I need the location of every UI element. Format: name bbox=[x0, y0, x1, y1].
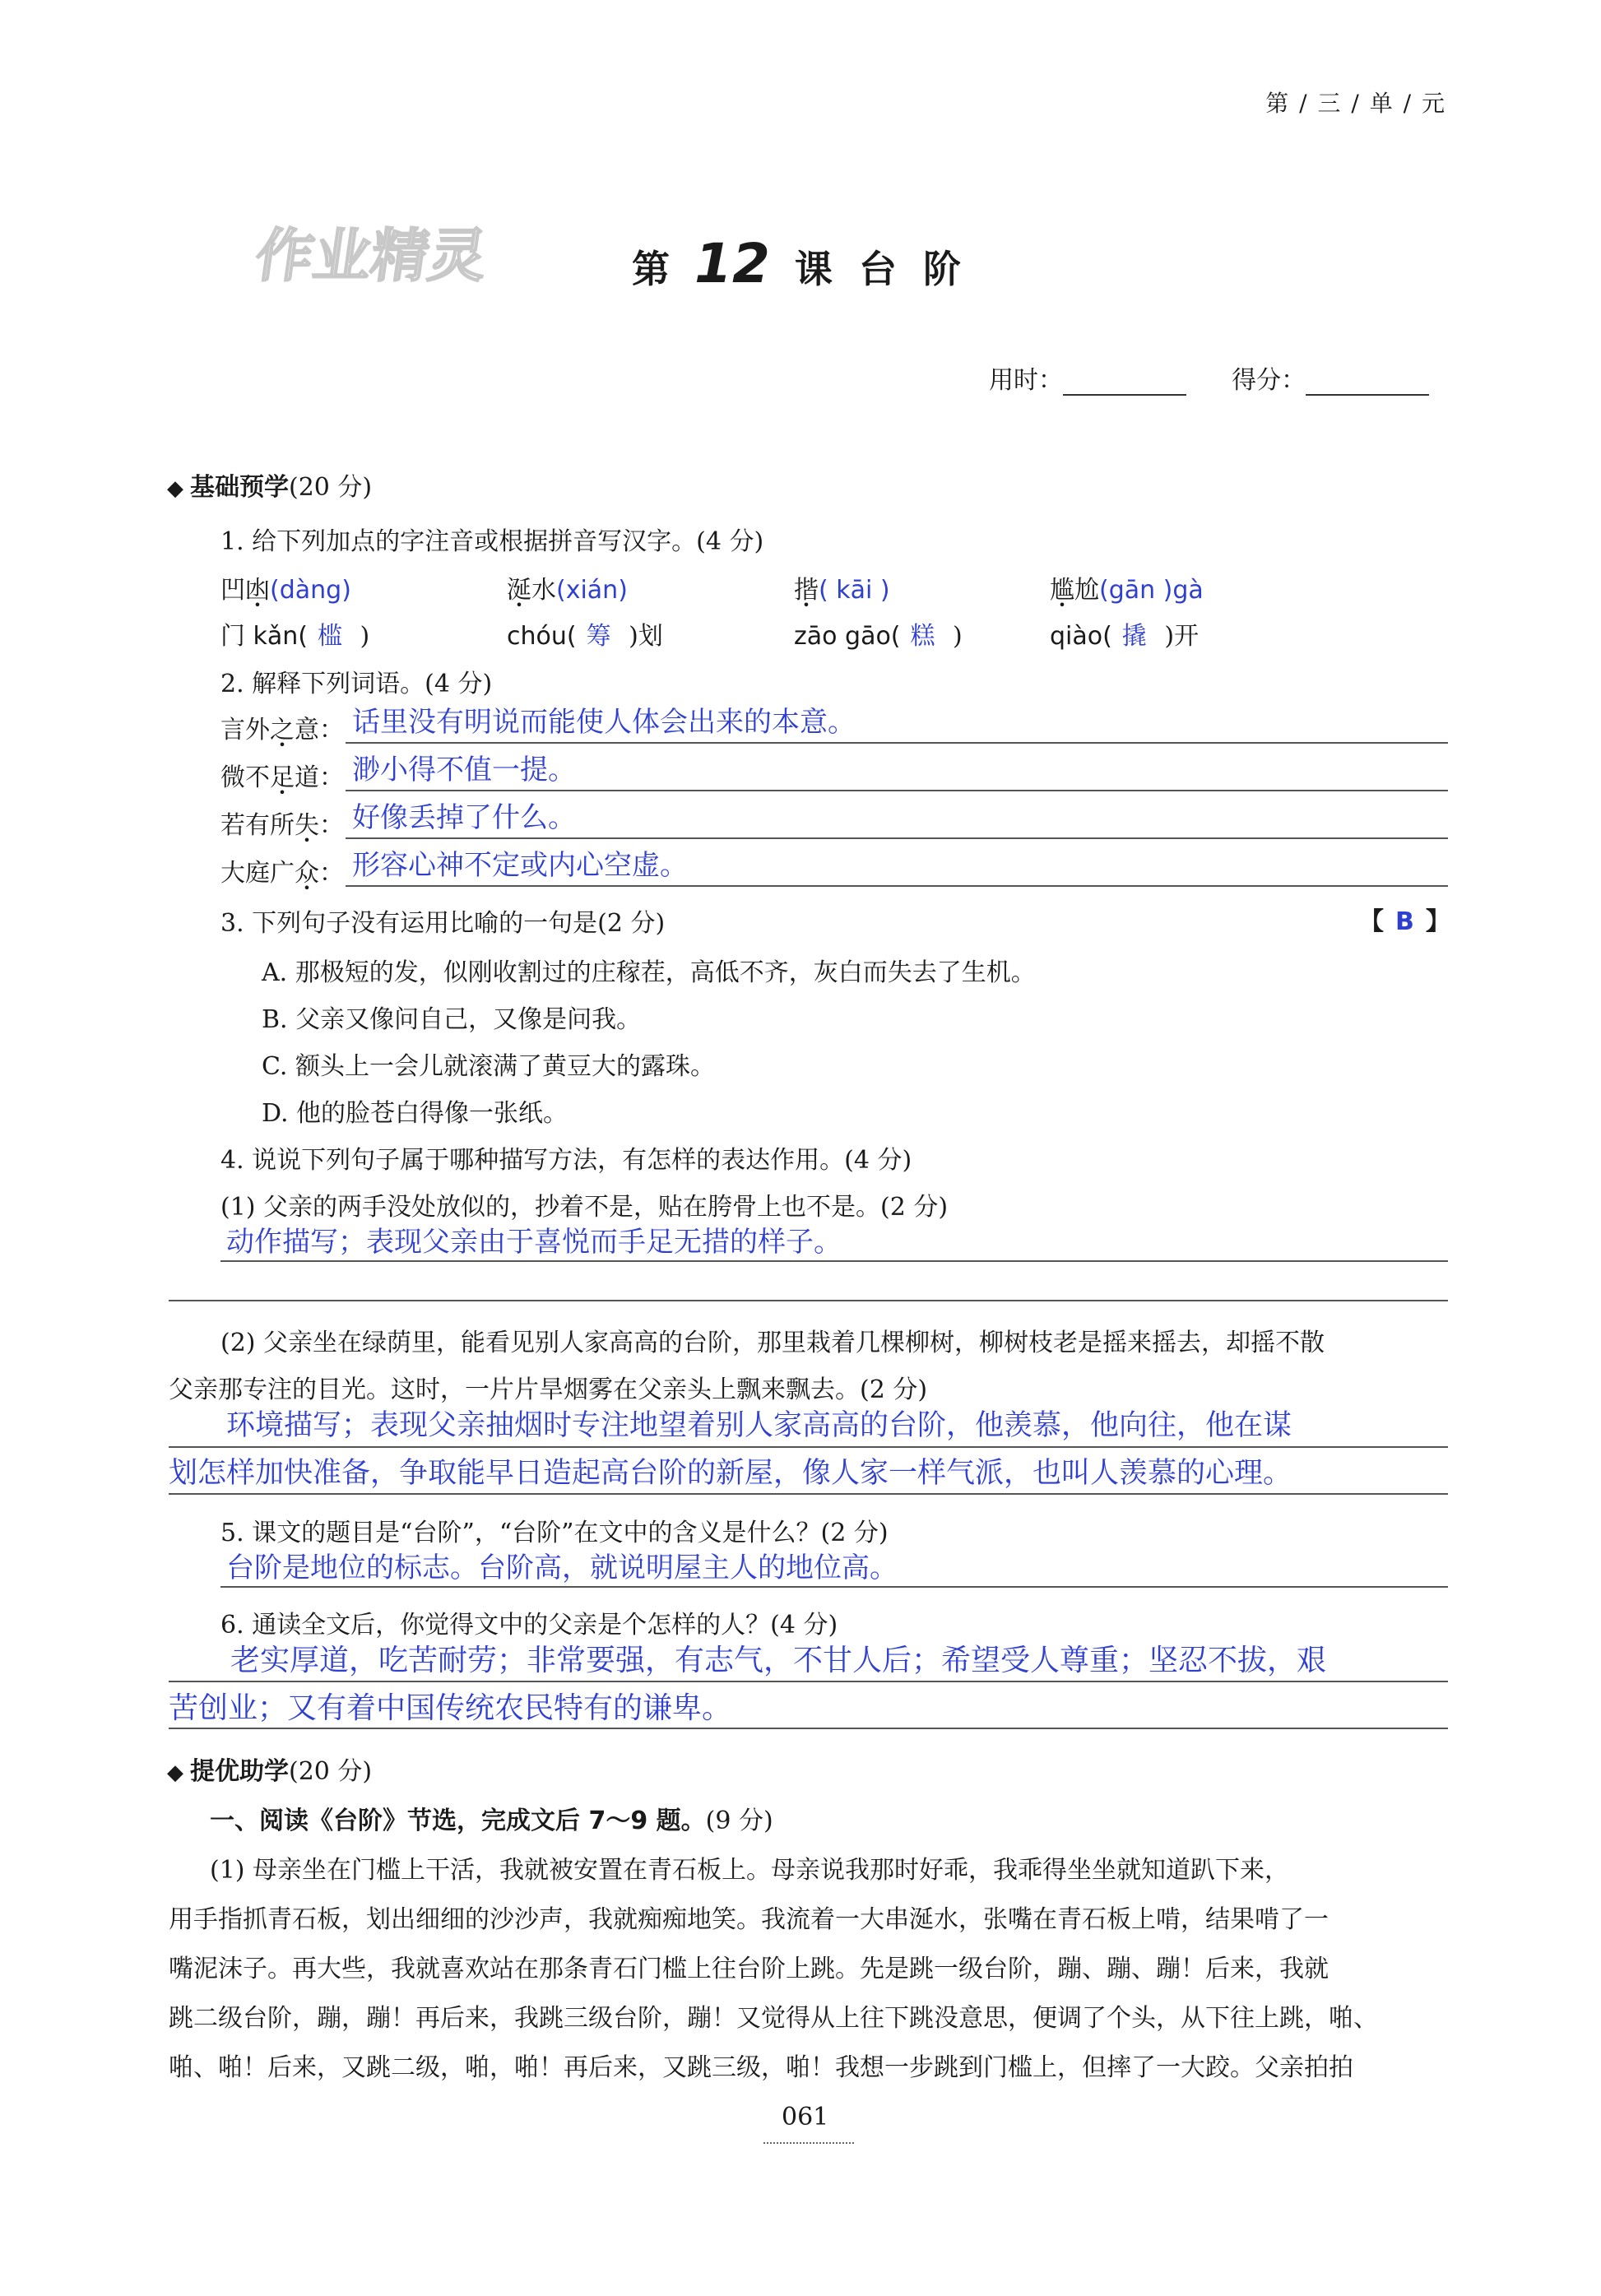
q6-answer-line2[interactable]: 苦创业；又有着中国传统农民特有的谦卑。 bbox=[169, 1691, 732, 1725]
page-number-underline bbox=[763, 2142, 854, 2144]
q1-answer-6[interactable]: 筹 bbox=[586, 622, 611, 651]
section-basic-points: (20 分) bbox=[289, 473, 373, 502]
page-number: 061 bbox=[782, 2103, 829, 2131]
section-advanced-points: (20 分) bbox=[289, 1757, 373, 1786]
q2-line-4 bbox=[346, 885, 1448, 887]
q1-answer-1[interactable]: (dàng) bbox=[270, 576, 351, 605]
q5-stem: 5. 课文的题目是“台阶”，“台阶”在文中的含义是什么？(2 分) bbox=[220, 1519, 889, 1547]
q1-pinyin-7: zāo gāo( bbox=[794, 622, 901, 651]
q2-answer-3[interactable]: 好像丢掉了什么。 bbox=[352, 801, 576, 834]
q2-term-2: 微不足道： bbox=[220, 763, 344, 792]
q1-item-6 bbox=[507, 615, 663, 652]
q3-answer[interactable]: B bbox=[1395, 907, 1414, 936]
reading-heading-points: (9 分) bbox=[705, 1807, 773, 1835]
q3-option-b[interactable]: B. 父亲又像问自己，又像是问我。 bbox=[262, 1005, 642, 1034]
diamond-icon: ◆ bbox=[167, 1760, 183, 1785]
q1-answer-5[interactable]: 槛 bbox=[318, 622, 343, 651]
q3-option-c[interactable]: C. 额头上一会儿就滚满了黄豆大的露珠。 bbox=[262, 1052, 715, 1081]
score-line bbox=[989, 359, 1429, 396]
bracket-close: 】 bbox=[1425, 907, 1450, 936]
q4-sub2-line1: (2) 父亲坐在绿荫里，能看见别人家高高的台阶，那里栽着几棵柳树，柳树枝老是摇来摇去，却摇不散 bbox=[220, 1329, 1325, 1357]
q1-pinyin-6: chóu( bbox=[507, 622, 577, 651]
q4-line-2 bbox=[169, 1300, 1448, 1301]
score-label: 得分： bbox=[1232, 366, 1306, 395]
q1-word-4: 尴尬 bbox=[1050, 576, 1099, 605]
q4-sub1: (1) 父亲的两手没处放似的，抄着不是，贴在胯骨上也不是。(2 分) bbox=[220, 1193, 949, 1222]
title-text: 课 台 阶 bbox=[794, 247, 961, 291]
q1-item-2 bbox=[507, 569, 628, 605]
q1-stem: 1. 给下列加点的字注音或根据拼音写汉字。(4 分) bbox=[220, 527, 764, 556]
reading-line-5: 啪、啪！后来，又跳二级，啪，啪！再后来，又跳三级，啪！我想一步跳到门槛上，但摔了一大跤。父亲拍拍 bbox=[169, 2053, 1353, 2082]
bracket-open: 【 bbox=[1359, 907, 1384, 936]
q2-answer-4[interactable]: 形容心神不定或内心空虚。 bbox=[352, 849, 688, 882]
q4-answer-2-line2[interactable]: 划怎样加快准备，争取能早日造起高台阶的新屋，像人家一样气派，也叫人羡慕的心理。 bbox=[169, 1457, 1292, 1490]
q1-post-5: ) bbox=[352, 622, 370, 651]
q2-stem: 2. 解释下列词语。(4 分) bbox=[220, 670, 493, 698]
watermark: 作业精灵 bbox=[251, 222, 491, 290]
reading-heading-text: 一、阅读《台阶》节选，完成文后 7～9 题。 bbox=[210, 1807, 706, 1835]
q1-answer-3[interactable]: ( kāi ) bbox=[819, 576, 890, 605]
q1-answer-4[interactable]: (gān )gà bbox=[1099, 576, 1204, 605]
section-basic-title: 基础预学 bbox=[190, 473, 289, 502]
q1-item-1 bbox=[220, 569, 351, 605]
q6-line-2 bbox=[169, 1728, 1448, 1729]
diamond-icon: ◆ bbox=[167, 476, 183, 501]
reading-line-4: 跳二级台阶，蹦，蹦！再后来，我跳三级台阶，蹦！又觉得从上往下跳没意思，便调了个头，从下往上跳，啪、 bbox=[169, 2004, 1378, 2033]
q1-pinyin-8: qiào( bbox=[1050, 622, 1112, 651]
score-blank[interactable] bbox=[1306, 369, 1429, 396]
q2-term-3: 若有所失： bbox=[220, 811, 344, 840]
reading-line-3: 嘴泥沫子。再大些，我就喜欢站在那条青石门槛上往台阶上跳。先是跳一级台阶，蹦、蹦、蹦！后来，我就 bbox=[169, 1955, 1329, 1983]
q1-post-7: ) bbox=[944, 622, 963, 651]
q2-line-1 bbox=[346, 742, 1448, 744]
section-advanced bbox=[167, 1751, 372, 1787]
reading-heading bbox=[210, 1800, 773, 1836]
q1-item-5 bbox=[220, 615, 369, 652]
time-blank[interactable] bbox=[1063, 369, 1186, 396]
section-advanced-title: 提优助学 bbox=[190, 1757, 289, 1786]
q1-post-8: )开 bbox=[1156, 622, 1200, 651]
q6-line-1 bbox=[169, 1681, 1448, 1682]
q1-answer-2[interactable]: (xián) bbox=[556, 576, 628, 605]
q1-answer-8[interactable]: 撬 bbox=[1121, 622, 1147, 651]
q3-option-d[interactable]: D. 他的脸苍白得像一张纸。 bbox=[262, 1099, 568, 1128]
q4-answer-1[interactable]: 动作描写；表现父亲由于喜悦而手足无措的样子。 bbox=[226, 1226, 842, 1259]
q2-line-2 bbox=[346, 790, 1448, 791]
q1-item-4 bbox=[1050, 569, 1204, 605]
q3-answer-bracket bbox=[1359, 901, 1450, 937]
q2-answer-2[interactable]: 渺小得不值一提。 bbox=[352, 754, 576, 786]
q2-term-1: 言外之意： bbox=[220, 716, 344, 744]
q4-sub2-line2: 父亲那专注的目光。这时，一片片旱烟雾在父亲头上飘来飘去。(2 分) bbox=[169, 1375, 928, 1404]
q1-word-3: 揩 bbox=[794, 576, 819, 605]
page-title bbox=[632, 232, 961, 295]
q1-item-3 bbox=[794, 569, 890, 605]
q6-answer-line1[interactable]: 老实厚道，吃苦耐劳；非常要强，有志气，不甘人后；希望受人尊重；坚忍不拔，艰 bbox=[230, 1644, 1327, 1677]
q2-term-4: 大庭广众： bbox=[220, 859, 344, 888]
q1-pinyin-5: 门 kǎn( bbox=[220, 622, 309, 651]
title-prefix: 第 bbox=[632, 247, 670, 291]
q5-answer[interactable]: 台阶是地位的标志。台阶高，就说明屋主人的地位高。 bbox=[226, 1552, 898, 1584]
q3-option-a[interactable]: A. 那极短的发，似刚收割过的庄稼茬，高低不齐，灰白而失去了生机。 bbox=[262, 958, 1036, 987]
reading-line-1: (1) 母亲坐在门槛上干活，我就被安置在青石板上。母亲说我那时好乖，我乖得坐坐就知道趴下来， bbox=[210, 1856, 1290, 1885]
time-label: 用时： bbox=[989, 366, 1063, 395]
q1-word-2: 涎水 bbox=[507, 576, 556, 605]
unit-header: 第 / 三 / 单 / 元 bbox=[1265, 90, 1446, 117]
q1-word-1: 凹凼 bbox=[220, 576, 270, 605]
q1-item-8 bbox=[1050, 615, 1199, 652]
q4-stem: 4. 说说下列句子属于哪种描写方法，有怎样的表达作用。(4 分) bbox=[220, 1146, 912, 1175]
q4-line-3 bbox=[169, 1446, 1448, 1448]
q6-stem: 6. 通读全文后，你觉得文中的父亲是个怎样的人？(4 分) bbox=[220, 1611, 838, 1640]
q1-post-6: )划 bbox=[620, 622, 663, 651]
section-basic bbox=[167, 466, 372, 503]
q4-answer-2-line1[interactable]: 环境描写；表现父亲抽烟时专注地望着别人家高高的台阶，他羡慕，他向往，他在谋 bbox=[226, 1409, 1292, 1442]
q4-line-4 bbox=[169, 1493, 1448, 1495]
q2-answer-1[interactable]: 话里没有明说而能使人体会出来的本意。 bbox=[352, 706, 856, 739]
q1-item-7 bbox=[794, 615, 963, 652]
q4-line-1 bbox=[220, 1260, 1448, 1262]
q5-line-1 bbox=[220, 1586, 1448, 1588]
title-number: 12 bbox=[694, 232, 770, 295]
reading-line-2: 用手指抓青石板，划出细细的沙沙声，我就痴痴地笑。我流着一大串涎水，张嘴在青石板上啃，结果啃了一 bbox=[169, 1905, 1329, 1934]
q2-line-3 bbox=[346, 837, 1448, 839]
q1-answer-7[interactable]: 糕 bbox=[910, 622, 935, 651]
q3-stem: 3. 下列句子没有运用比喻的一句是(2 分) bbox=[220, 909, 666, 938]
